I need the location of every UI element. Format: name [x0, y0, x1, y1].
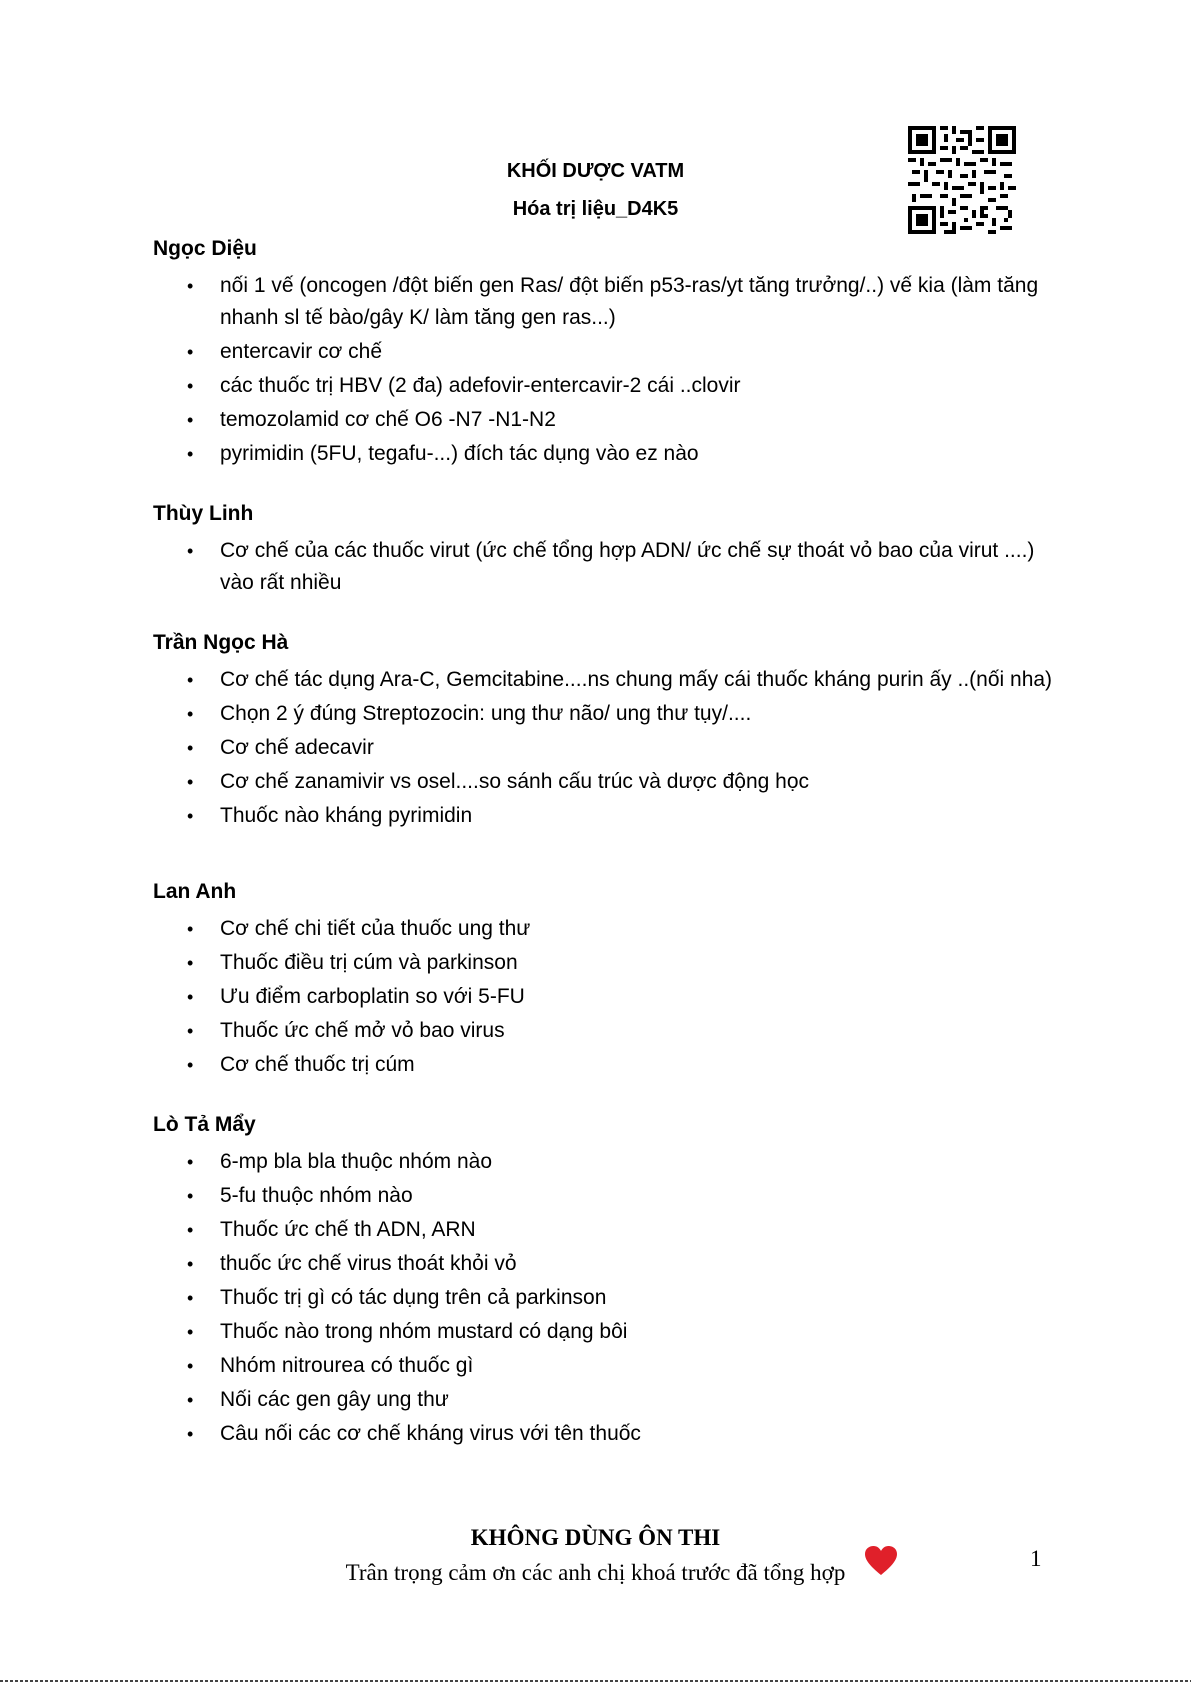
- footer-subtitle: Trân trọng cảm ơn các anh chị khoá trước đã tổng hợp: [345, 1560, 846, 1585]
- list-item: • Thuốc trị gì có tác dụng trên cả parkinson: [153, 1282, 1053, 1314]
- list-item: • temozolamid cơ chế O6 -N7 -N1-N2: [153, 404, 1053, 436]
- section-lo-ta-may: [153, 1112, 1053, 1450]
- list-item: • Thuốc điều trị cúm và parkinson: [153, 947, 1053, 979]
- list-item: • Cơ chế thuốc trị cúm: [153, 1049, 1053, 1081]
- question-list: [153, 535, 1053, 599]
- list-item: • pyrimidin (5FU, tegafu-...) đích tác dụng vào ez nào: [153, 438, 1053, 470]
- list-item: • các thuốc trị HBV (2 đa) adefovir-entercavir-2 cái ..clovir: [153, 370, 1053, 402]
- document-title: KHỐI DƯỢC VATM: [506, 160, 685, 182]
- list-item: • Nối các gen gây ung thư: [153, 1384, 1053, 1416]
- list-item: • entercavir cơ chế: [153, 336, 1053, 368]
- document-subtitle: Hóa trị liệu_D4K5: [512, 198, 679, 220]
- sections-container: [153, 236, 1053, 1481]
- heart-icon: [864, 1545, 898, 1577]
- footer-title: KHÔNG DÙNG ÔN THI: [470, 1525, 721, 1550]
- list-item: • 5-fu thuộc nhóm nào: [153, 1180, 1053, 1212]
- section-thuy-linh: [153, 501, 1053, 599]
- section-name: Ngọc Diệu: [153, 237, 257, 260]
- list-item: • Cơ chế tác dụng Ara-C, Gemcitabine....ns chung mấy cái thuốc kháng purin ấy ..(nối nha): [153, 664, 1053, 696]
- list-item: • Cơ chế adecavir: [153, 732, 1053, 764]
- section-lan-anh: [153, 879, 1053, 1081]
- section-ngoc-dieu: [153, 236, 1053, 470]
- list-item: • Chọn 2 ý đúng Streptozocin: ung thư não/ ung thư tụy/....: [153, 698, 1053, 730]
- list-item: • Ưu điểm carboplatin so với 5-FU: [153, 981, 1053, 1013]
- page-bottom-border: [0, 1680, 1191, 1682]
- question-list: [153, 913, 1053, 1081]
- list-item: • Cơ chế của các thuốc virut (ức chế tổng hợp ADN/ ức chế sự thoát vỏ bao của virut ....) vào rất nhiều: [153, 535, 1053, 599]
- list-item: • thuốc ức chế virus thoát khỏi vỏ: [153, 1248, 1053, 1280]
- page-number: 1: [1030, 1546, 1042, 1571]
- list-item: • Thuốc nào kháng pyrimidin: [153, 800, 1053, 832]
- question-list: [153, 270, 1053, 470]
- list-item: • Nhóm nitrourea có thuốc gì: [153, 1350, 1053, 1382]
- list-item: • Câu nối các cơ chế kháng virus với tên thuốc: [153, 1418, 1053, 1450]
- list-item: • Thuốc ức chế th ADN, ARN: [153, 1214, 1053, 1246]
- section-name: Thùy Linh: [153, 502, 254, 525]
- section-tran-ngoc-ha: [153, 630, 1053, 832]
- list-item: • Cơ chế zanamivir vs osel....so sánh cấu trúc và dược động học: [153, 766, 1053, 798]
- section-name: Lò Tả Mẩy: [153, 1113, 256, 1136]
- list-item: • Thuốc nào trong nhóm mustard có dạng bôi: [153, 1316, 1053, 1348]
- section-name: Lan Anh: [153, 880, 237, 903]
- list-item: • 6-mp bla bla thuộc nhóm nào: [153, 1146, 1053, 1178]
- section-name: Trần Ngọc Hà: [153, 631, 289, 654]
- list-item: • Thuốc ức chế mở vỏ bao virus: [153, 1015, 1053, 1047]
- question-list: [153, 664, 1053, 832]
- list-item: • nối 1 vế (oncogen /đột biến gen Ras/ đột biến p53-ras/yt tăng trưởng/..) vế kia (làm tăng nhanh sl tế bào/gây K/ làm tăng gen ras...): [153, 270, 1053, 334]
- list-item: • Cơ chế chi tiết của thuốc ung thư: [153, 913, 1053, 945]
- question-list: [153, 1146, 1053, 1450]
